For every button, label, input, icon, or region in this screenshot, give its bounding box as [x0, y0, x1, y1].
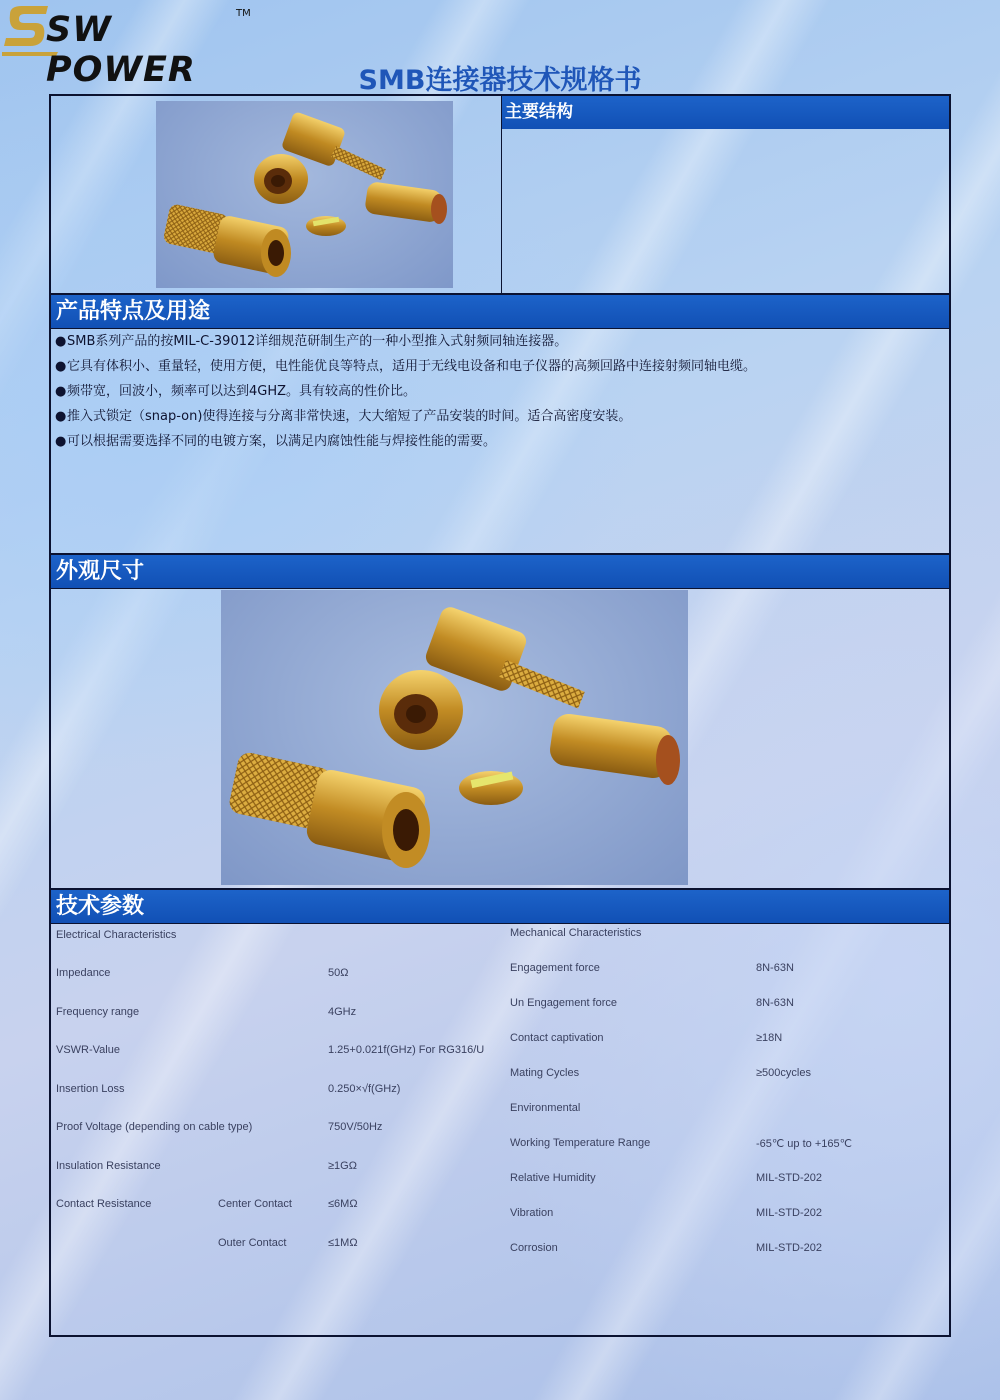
spec-value: MIL-STD-202 [756, 1242, 823, 1254]
feature-item: ●SMB系列产品的按MIL-C-39012详细规范研制生产的一种小型推入式射频同轴连接器。 [55, 334, 568, 349]
spec-label: Contact captivation [510, 1032, 604, 1044]
spec-sheet-frame [49, 94, 951, 1337]
main-structure-heading: 主要结构 [502, 96, 949, 129]
spec-sublabel: Outer Contact [218, 1237, 287, 1249]
feature-item: ●频带宽，回波小，频率可以达到4GHZ。具有较高的性价比。 [55, 384, 417, 399]
features-heading: 产品特点及用途 [51, 295, 949, 329]
spec-label: Corrosion [510, 1242, 558, 1254]
features-list [55, 332, 935, 457]
spec-value: ≥1GΩ [328, 1160, 357, 1172]
electrical-heading: Electrical Characteristics [56, 929, 177, 941]
spec-label: Impedance [56, 967, 111, 979]
product-photo-small [156, 101, 453, 288]
spec-label: Frequency range [56, 1006, 140, 1018]
spec-label: VSWR-Value [56, 1044, 120, 1056]
spec-label: Vibration [510, 1207, 554, 1219]
spec-label: Engagement force [510, 962, 600, 974]
spec-value: ≥500cycles [756, 1067, 811, 1079]
tech-params-heading: 技术参数 [51, 890, 949, 924]
spec-value: ≤6MΩ [328, 1198, 358, 1210]
spec-label: Insertion Loss [56, 1083, 125, 1095]
spec-value: MIL-STD-202 [756, 1172, 823, 1184]
spec-label: Insulation Resistance [56, 1160, 161, 1172]
dimensions-heading: 外观尺寸 [51, 555, 949, 589]
mechanical-heading: Mechanical Characteristics [510, 927, 642, 939]
spec-label: Working Temperature Range [510, 1137, 651, 1149]
feature-item: ●它具有体积小、重量轻，使用方便，电性能优良等特点，适用于无线电设备和电子仪器的高频回路中连接射频同轴电缆。 [55, 359, 757, 374]
spec-value: 750V/50Hz [328, 1121, 383, 1133]
spec-value: -65℃ up to +165℃ [756, 1138, 852, 1150]
spec-label: Un Engagement force [510, 997, 618, 1009]
spec-label: Environmental [510, 1102, 581, 1114]
spec-value: 50Ω [328, 967, 349, 979]
trademark-mark: TM [236, 8, 251, 19]
feature-item: ●可以根据需要选择不同的电镀方案，以满足内腐蚀性能与焊接性能的需要。 [55, 434, 497, 449]
brand-name: SW POWER [46, 10, 196, 90]
spec-value: 4GHz [328, 1006, 357, 1018]
spec-label: Contact Resistance [56, 1198, 152, 1210]
spec-value: ≥18N [756, 1032, 783, 1044]
page-title: SMB连接器技术规格书 [358, 65, 642, 96]
spec-value: 0.250×√f(GHz) [328, 1083, 401, 1095]
sw-power-logo [2, 2, 252, 90]
spec-value: 8N-63N [756, 997, 794, 1009]
spec-label: Relative Humidity [510, 1172, 596, 1184]
spec-label: Mating Cycles [510, 1067, 580, 1079]
spec-value: 1.25+0.021f(GHz) For RG316/U [328, 1044, 485, 1056]
spec-value: 8N-63N [756, 962, 794, 974]
spec-value: ≤1MΩ [328, 1237, 358, 1249]
spec-label: Proof Voltage (depending on cable type) [56, 1121, 253, 1133]
spec-sublabel: Center Contact [218, 1198, 292, 1210]
product-photo-large [221, 590, 688, 885]
spec-value: MIL-STD-202 [756, 1207, 823, 1219]
feature-item: ●推入式锁定（snap-on)使得连接与分离非常快速，大大缩短了产品安装的时间。适合高密度安装。 [55, 409, 632, 424]
